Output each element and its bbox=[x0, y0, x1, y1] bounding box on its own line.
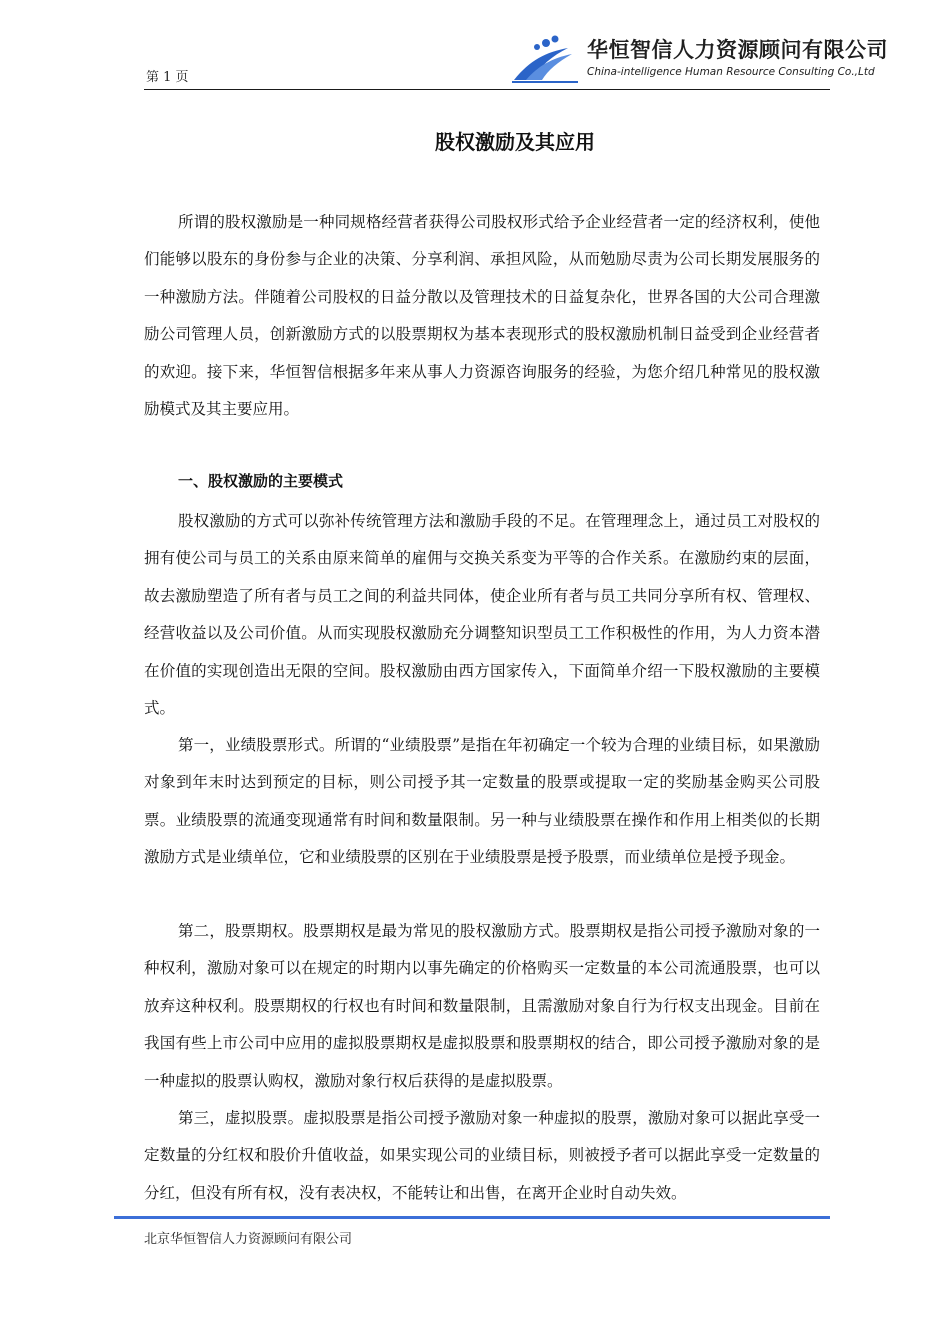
footer-company-name: 北京华恒智信人力资源顾问有限公司 bbox=[144, 1232, 353, 1247]
performance-stock-paragraph: 第一，业绩股票形式。所谓的“业绩股票”是指在年初确定一个较为合理的业绩目标，如果激励对象到年末时达到预定的目标，则公司授予其一定数量的股票或提取一定的奖励基金购买公司股票。业绩股票的流通变现通常有时间和数量限制。另一种与业绩股票在操作和作用上相类似的长期激励方式是业绩单位，它和业绩股票的区别在于业绩股票是授予股票，而业绩单位是授予现金。 bbox=[144, 736, 820, 867]
section-heading: 一、股权激励的主要模式 bbox=[178, 472, 344, 490]
section-paragraph: 股权激励的方式可以弥补传统管理方法和激励手段的不足。在管理理念上，通过员工对股权的拥有使公司与员工的关系由原来简单的雇佣与交换关系变为平等的合作关系。在激励约束的层面，故去激励塑造了所有者与员工之间的利益共同体，使企业所有者与员工共同分享所有权、管理权、经营收益以及公司价值。从而实现股权激励充分调整知识型员工工作积极性的作用，为人力资本潜在价值的实现创造出无限的空间。股权激励由西方国家传入，下面简单介绍一下股权激励的主要模式。 bbox=[144, 512, 820, 718]
stock-option-paragraph: 第二，股票期权。股票期权是最为常见的股权激励方式。股票期权是指公司授予激励对象的一种权利，激励对象可以在规定的时期内以事先确定的价格购买一定数量的本公司流通股票，也可以放弃这种权利。股票期权的行权也有时间和数量限制，且需激励对象自行为行权支出现金。目前在我国有些上市公司中应用的虚拟股票期权是虚拟股票和股票期权的结合，即公司授予激励对象的是一种虚拟的股票认购权，激励对象行权后获得的是虚拟股票。 bbox=[144, 922, 820, 1090]
company-logo bbox=[512, 30, 888, 90]
intro-paragraph: 所谓的股权激励是一种同规格经营者获得公司股权形式给予企业经营者一定的经济权利，使他们能够以股东的身份参与企业的决策、分享利润、承担风险，从而勉励尽责为公司长期发展服务的一种激励方法。伴随着公司股权的日益分散以及管理技术的日益复杂化，世界各国的大公司合理激励公司管理人员，创新激励方式的以股票期权为基本表现形式的股权激励机制日益受到企业经营者的欢迎。接下来，华恒智信根据多年来从事人力资源咨询服务的经验，为您介绍几种常见的股权激励模式及其主要应用。 bbox=[144, 213, 820, 419]
company-name-cn: 华恒智信人力资源顾问有限公司 bbox=[587, 38, 888, 62]
header-divider bbox=[144, 89, 830, 90]
page-number-label: 第 1 页 bbox=[146, 70, 189, 85]
footer-divider bbox=[114, 1216, 830, 1219]
company-name-en: China-intelligence Human Resource Consulting Co.,Ltd bbox=[587, 66, 875, 78]
company-logo-icon bbox=[512, 34, 584, 86]
document-title: 股权激励及其应用 bbox=[435, 130, 595, 154]
virtual-stock-paragraph: 第三，虚拟股票。虚拟股票是指公司授予激励对象一种虚拟的股票，激励对象可以据此享受一定数量的分红权和股价升值收益，如果实现公司的业绩目标，则被授予者可以据此享受一定数量的分红，但没有所有权，没有表决权，不能转让和出售，在离开企业时自动失效。 bbox=[144, 1109, 820, 1202]
